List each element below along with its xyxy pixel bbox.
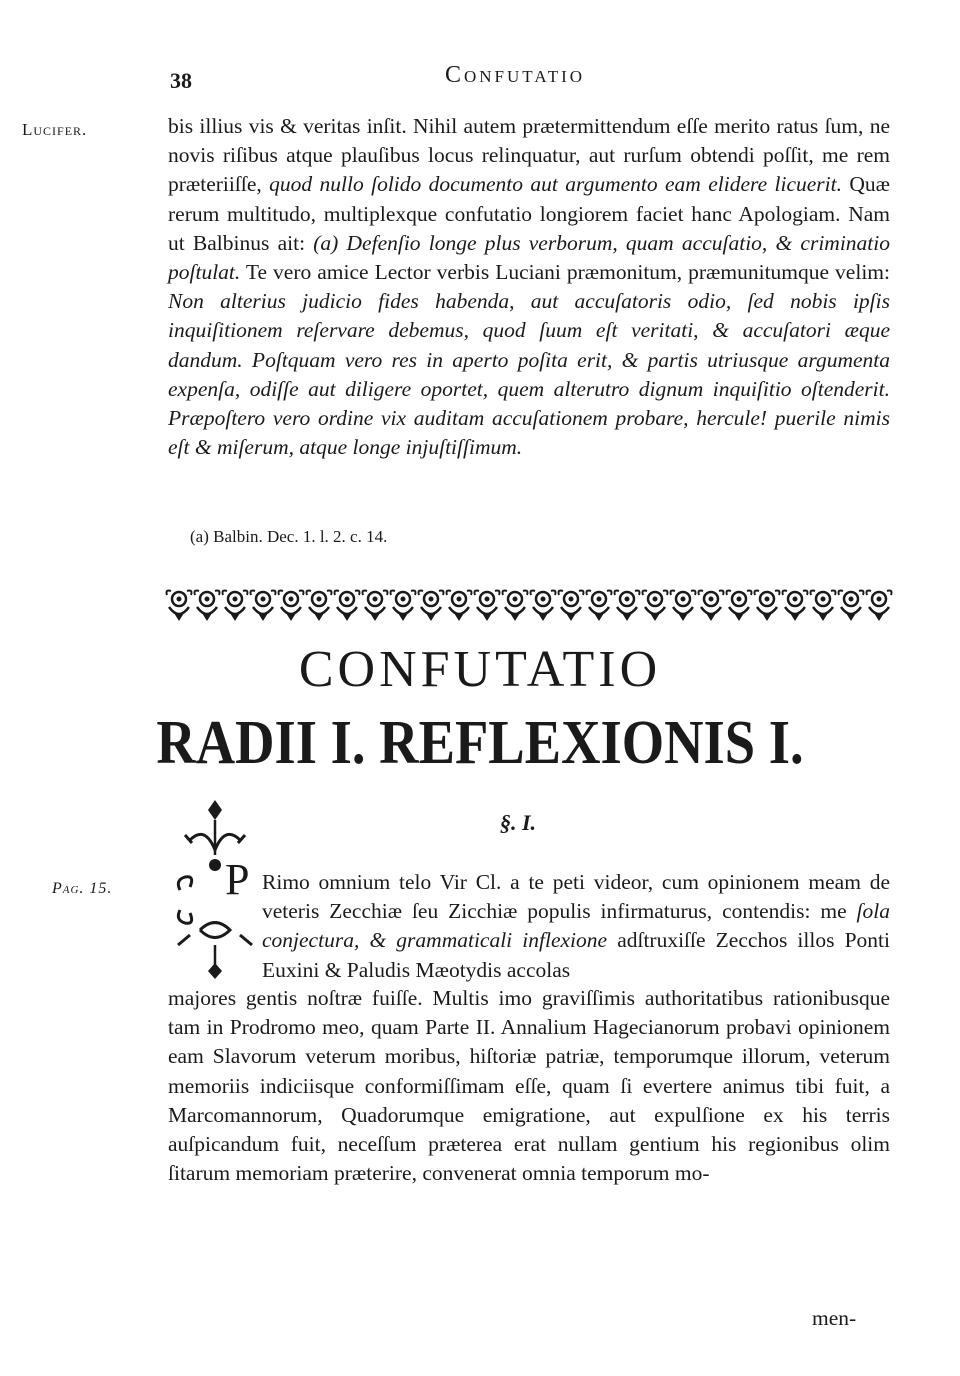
italic-run: ſola conjectura, & grammaticali inflexione bbox=[262, 899, 890, 953]
margin-note-reference: Pag. 15. bbox=[52, 880, 113, 897]
text-run: Te vero amice Lector verbis Luciani præmonitum, præmunitumque velim: bbox=[240, 260, 890, 285]
footnote: (a) Balbin. Dec. 1. l. 2. c. 14. bbox=[190, 527, 388, 546]
ornament-icon bbox=[165, 587, 893, 623]
italic-run: quod nullo ſolido documento aut argumento eam elidere licuerit. bbox=[269, 172, 842, 197]
page-number: 38 bbox=[170, 68, 192, 93]
text-run: Quæ rerum multitudo, multiplexque confutatio longiorem faciet hanc Apologiam. Nam ut Balbinus ait: bbox=[168, 172, 890, 255]
running-head: Confutatio bbox=[445, 62, 586, 88]
italic-run: (a) Defenſio longe plus verborum, quam accuſatio, & criminatio poſtulat. bbox=[168, 230, 891, 285]
catchword: men- bbox=[812, 1306, 857, 1330]
margin-note-speaker: Lucifer. bbox=[22, 120, 88, 139]
section-title: CONFUTATIO bbox=[298, 641, 662, 698]
section-number: §. I. bbox=[500, 810, 537, 835]
text-run: Rimo omnium telo Vir Cl. a te peti videor, cum opinionem meam de veteris Zecchiæ ſeu Zicchiæ populis infirmaturus, contendis: me bbox=[262, 870, 890, 924]
paragraph-lucifer bbox=[168, 112, 890, 462]
text-run: adſtruxiſſe Zecchos illos Ponti Euxini & Paludis Mæotydis accolas bbox=[262, 928, 891, 982]
paragraph-continuation: majores gentis noſtræ fuiſſe. Multis imo graviſſimis authoritatibus rationibusque tam in Prodromo meo, quam Parte II. Annalium Hagecianorum probavi opinionem eam Slavorum veterum moribus, hiſtoriæ patriæ, temporumque illorum, veterum memoriis indiciisque conformiſſimam eſſe, quam ſi evertere animus tibi fuit, a Marcomannorum, Quadorumque emigratione, aut expulſione ex his terris auſpicandum fuit, neceſſum præterea erat nullam gentium his regionibus olim ſitarum memoriam præterire, convenerat omnia temporum mo- bbox=[168, 986, 890, 1186]
section-subtitle: RADII I. REFLEXIONIS I. bbox=[156, 709, 804, 777]
ornament-band bbox=[165, 587, 893, 623]
paragraph-opening bbox=[262, 868, 890, 985]
drop-cap: P bbox=[225, 855, 250, 904]
text-run: bis illius vis & veritas inſit. Nihil autem prætermittendum eſſe merito ratus ſum, ne novis riſibus atque plauſibus locus relinquatur, aut rurſum obtendi poſſit, me rem præteriiſſe, bbox=[168, 114, 890, 197]
italic-run: Non alterius judicio fides habenda, aut accuſatoris odio, ſed nobis ipſis inquiſitionem reſervare debemus, quod ſuum eſt veritati, & accuſatori æque dandum. Poſtquam vero res in aperto poſita erit, & partis utriusque argumenta expenſa, odiſſe aut diligere oportet, quem alterutro dignum inquiſitio oſtenderit. Præpoſtero vero ordine vix auditam accuſationem probare, hercule! puerile nimis eſt & miſerum, atque longe injuſtiſſimum. bbox=[168, 289, 890, 460]
